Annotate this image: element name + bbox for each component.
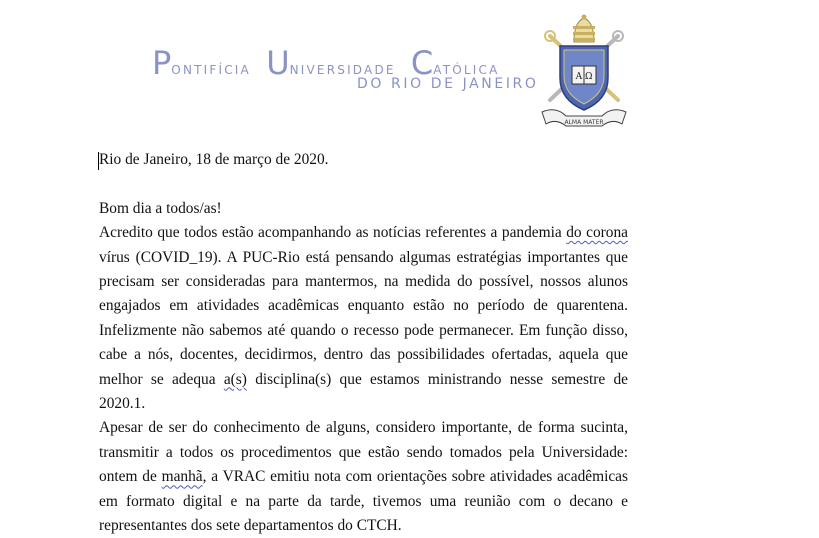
word-pontificia: ontifícia bbox=[171, 59, 251, 79]
paragraph-1-part-e: disciplina(s) que estamos ministrando nesse semestre de 2020.1. bbox=[99, 370, 628, 413]
university-name-line2: DO RIO DE JANEIRO bbox=[357, 76, 539, 92]
crest-book-text: Α Ω bbox=[575, 72, 593, 82]
letter-date: Rio de Janeiro, 18 de março de 2020. bbox=[99, 151, 329, 168]
paragraph-1-part-a: Acredito que todos estão acompanhando as notícias referentes a pandemia bbox=[99, 224, 567, 242]
word-catolica: atólica bbox=[433, 59, 500, 79]
paragraph-1-part-c: vírus (COVID_19). A PUC-Rio está pensando algumas estratégias importantes que precisam ser consideradas para mantermos, na medida do possível, nossos alunos engajados em atividades acadêmicas enquanto estão no período de quarentena. Infelizmente não sabemos até quando o recesso pode permanecer. Em função disso, cabe a nós, docentes, decidirmos, dentro das possibilidades ofertadas, aquela que melhor se adequa bbox=[99, 248, 628, 388]
paragraph-2-part-a: Apesar de ser do conhecimento de alguns, considero importante, de forma sucinta, transmitir a todos os procedimentos que estão sendo tomados pela Universidade: ontem de bbox=[99, 419, 628, 486]
paragraph-1 bbox=[99, 221, 628, 416]
spellcheck-underline-do-corona: do corona bbox=[566, 224, 628, 242]
paragraph-2-part-c: , a VRAC emitiu nota com orientações sobre atividades acadêmicas em formato digital e na parte da tarde, tivemos uma reunião com o decano e representantes dos sete departamentos do CTCH. bbox=[99, 468, 628, 535]
initial-catolica: C bbox=[410, 44, 434, 82]
initial-pontificia: P bbox=[152, 44, 172, 82]
letter-greeting: Bom dia a todos/as! bbox=[99, 199, 222, 217]
paragraph-2 bbox=[99, 416, 628, 538]
spellcheck-underline-as: a(s) bbox=[223, 370, 247, 388]
letter-body[interactable] bbox=[99, 148, 628, 538]
initial-universidade: U bbox=[266, 44, 290, 82]
puc-rio-crest-icon bbox=[536, 12, 632, 134]
crest-motto: ALMA MATER bbox=[564, 119, 604, 126]
letterhead bbox=[0, 0, 819, 140]
word-universidade: niversidade bbox=[289, 59, 396, 79]
spellcheck-underline-manha: manhã bbox=[161, 468, 203, 486]
